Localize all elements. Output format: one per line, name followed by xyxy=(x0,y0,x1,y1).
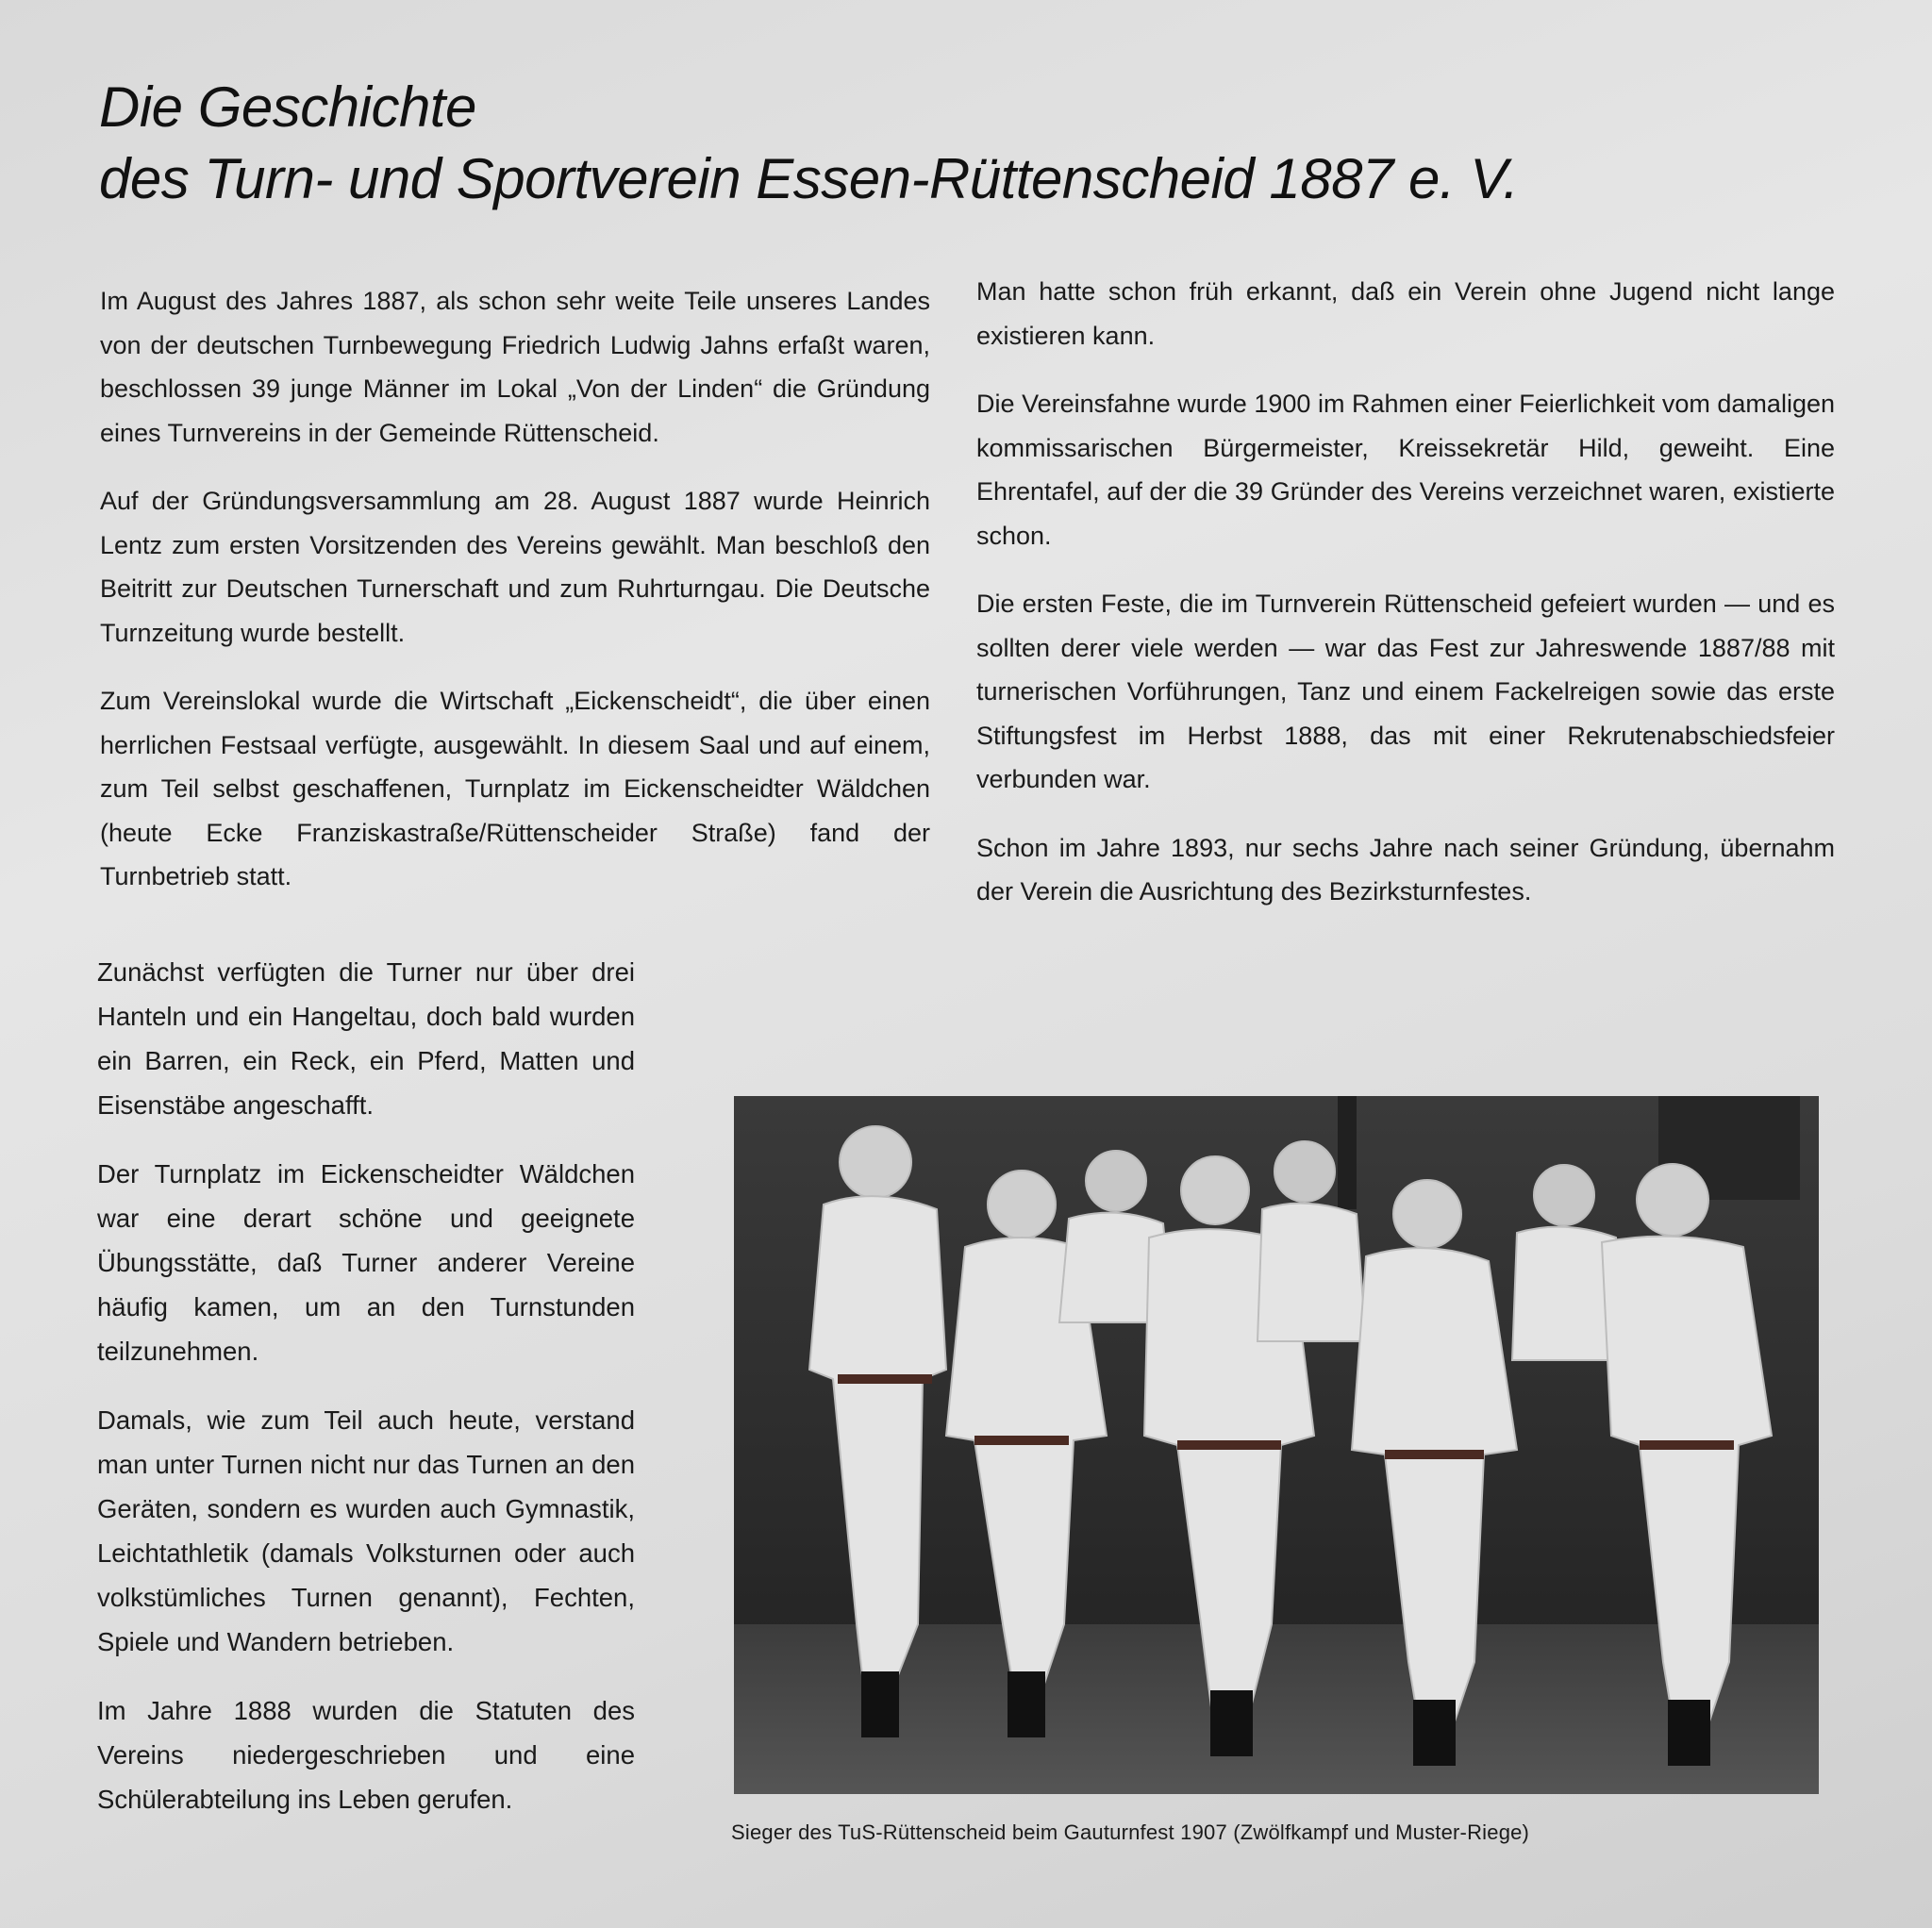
photo-caption: Sieger des TuS-Rüttenscheid beim Gauturnfest 1907 (Zwölfkampf und Muster-Riege) xyxy=(731,1820,1530,1844)
paragraph: Zunächst verfügten die Turner nur über drei Hanteln und ein Hangeltau, doch bald wurden ein Barren, ein Reck, ein Pferd, Matten und Eisenstäbe angeschafft. xyxy=(97,957,635,1120)
title-line-2: des Turn- und Sportverein Essen-Rüttenscheid 1887 e. V. xyxy=(99,147,1519,210)
paragraph: Die ersten Feste, die im Turnverein Rüttenscheid gefeiert wurden — und es sollten derer viele werden — war das Fest zur Jahreswende 1887/88 mit turnerischen Vorführungen, Tanz und einem Fackelreigen sowie das erste Stiftungsfest im Herbst 1888, das mit einer Rekrutenabschiedsfeier verbunden war. xyxy=(976,590,1835,793)
page-title xyxy=(99,72,1844,215)
paragraph: Damals, wie zum Teil auch heute, verstand man unter Turnen nicht nur das Turnen an den Geräten, sondern es wurden auch Gymnastik, Leichtathletik (damals Volksturnen oder auch volkstümliches Turnen genannt), Fechten, Spiele und Wandern betrieben. xyxy=(97,1405,635,1656)
title-line-1: Die Geschichte xyxy=(99,75,476,139)
team-photo-illustration xyxy=(734,1096,1819,1794)
paragraph: Die Vereinsfahne wurde 1900 im Rahmen einer Feierlichkeit vom damaligen kommissarischen Bürgermeister, Kreissekretär Hild, geweiht. Eine Ehrentafel, auf der die 39 Gründer des Vereins verzeichnet waren, existierte schon. xyxy=(976,390,1835,550)
left-column-top xyxy=(100,279,930,923)
paragraph: Der Turnplatz im Eickenscheidter Wäldchen war eine derart schöne und geeignete Übungsstätte, daß Turner anderer Vereine häufig kamen, um an den Turnstunden teilzunehmen. xyxy=(97,1159,635,1366)
paragraph: Zum Vereinslokal wurde die Wirtschaft „Eickenscheidt“, die über einen herrlichen Festsaal verfügte, ausgewählt. In diesem Saal und auf einem, zum Teil selbst geschaffenen, Turnplatz im Eickenscheidter Wäldchen (heute Ecke Franziskastraße/Rüttenscheider Straße) fand der Turnbetrieb statt. xyxy=(100,687,930,890)
paragraph: Auf der Gründungsversammlung am 28. August 1887 wurde Heinrich Lentz zum ersten Vorsitzenden des Vereins gewählt. Man beschloß den Beitritt zur Deutschen Turnerschaft und zum Ruhrturngau. Die Deutsche Turnzeitung wurde bestellt. xyxy=(100,487,930,647)
team-photo xyxy=(734,1096,1819,1794)
left-column-bottom xyxy=(97,950,635,1846)
paragraph: Man hatte schon früh erkannt, daß ein Verein ohne Jugend nicht lange existieren kann. xyxy=(976,277,1835,350)
right-column xyxy=(976,270,1835,939)
paragraph: Schon im Jahre 1893, nur sechs Jahre nach seiner Gründung, übernahm der Verein die Ausrichtung des Bezirksturnfestes. xyxy=(976,833,1835,906)
paragraph: Im Jahre 1888 wurden die Statuten des Vereins niedergeschrieben und eine Schülerabteilung ins Leben gerufen. xyxy=(97,1696,635,1814)
paragraph: Im August des Jahres 1887, als schon sehr weite Teile unseres Landes von der deutschen Turnbewegung Friedrich Ludwig Jahns erfaßt waren, beschlossen 39 junge Männer im Lokal „Von der Linden“ die Gründung eines Turnvereins in der Gemeinde Rüttenscheid. xyxy=(100,287,930,447)
